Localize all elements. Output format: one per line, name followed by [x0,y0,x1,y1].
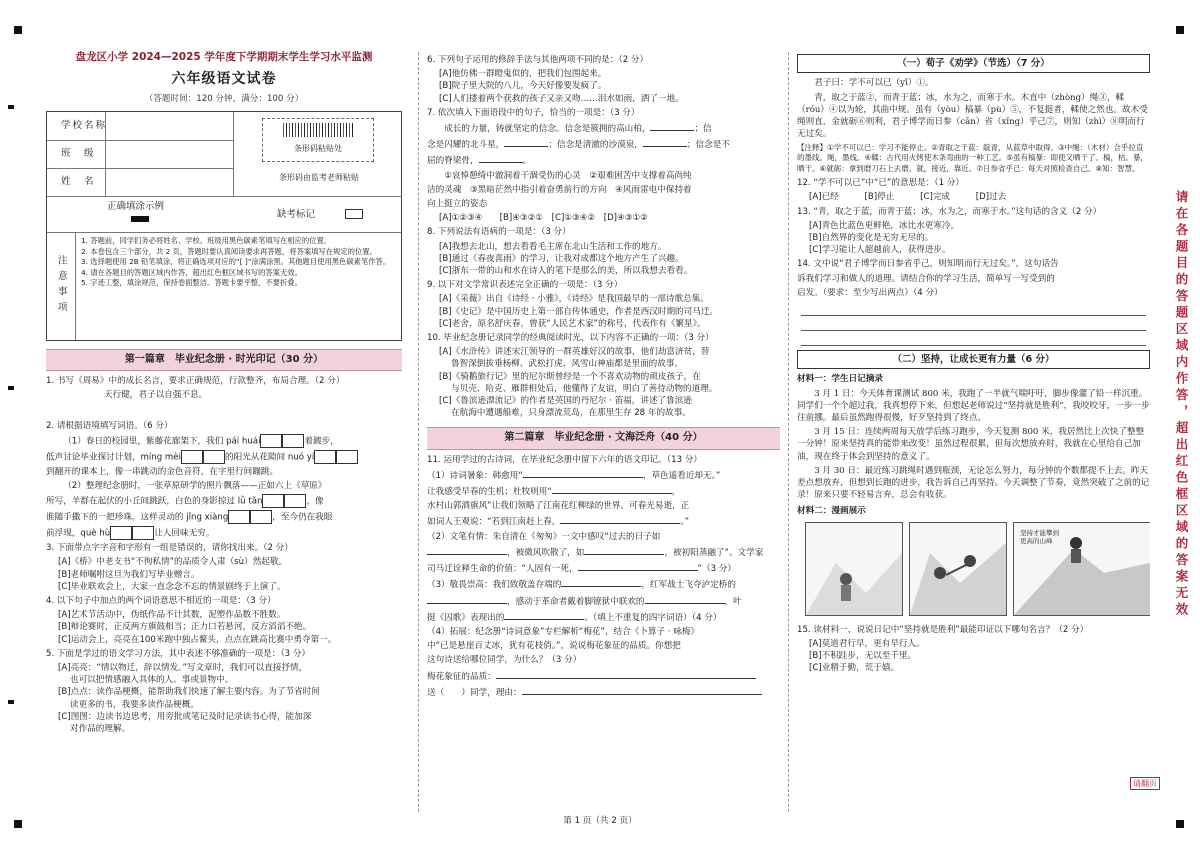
material-2-title: 材料二：漫画展示 [797,506,866,517]
q11-text: ，红军战士飞夺泸定桥的 [641,580,736,591]
q11-text: （3）敬畏崇高：我们致敬盖存端的 [427,580,562,591]
comic-climber-icon [806,523,902,615]
answer-box[interactable] [284,494,306,508]
q4-option-a[interactable]: [A]艺术节活动中，伪纸作品不计其数，泥塑作品数不胜数。 [58,610,286,621]
q2-text: ，像 [306,496,324,507]
answer-blank[interactable] [561,577,641,587]
question-11: 11. 运用学过的古诗词，在毕业纪念册中留下六年的语文印记。（13 分） [427,454,702,465]
notice-label: 注意事项 [47,232,76,340]
answer-area-warning: 请在各题目的答题区域内作答，超出红色框区域的答案无效 [1174,190,1189,619]
q5-option-b-cont: 读更多的书，我要多读作品梗概。 [70,699,199,710]
q10-option-b-cont: 与贝壳、哈克、雁群相处后，他懂得了友谊，明白了善待动物的道理。 [451,383,718,394]
answer-blank[interactable] [584,545,664,555]
answer-line[interactable] [801,316,1146,331]
student-info-box [46,111,402,341]
q12-choices[interactable]: [A]已经 [B]停止 [C]完成 [D]过去 [809,192,1007,203]
section-1-title: （一）荀子《劝学》（节选）（7 分） [797,54,1150,73]
diary-entry-3: 3 月 30 日：最近练习跳绳时遇到瓶颈，无论怎么努力，每分钟的个数都提不上去。昨天差点想放弃，但想到长跑的进步，我告诉自己再坚持。今天调整了节奏，竟然突破了之前的记录！原来只要不轻易言弃，总会有收获。 [797,465,1150,501]
answer-box[interactable] [132,526,154,540]
q2-text: 着踱步， [304,436,339,447]
chapter-1-banner: 第一篇章 毕业纪念册 · 时光印记（30 分） [46,349,402,371]
q9-option-a[interactable]: [A]《采薇》出自《诗经 · 小雅》，《诗经》是我国最早的一部诗歌总集。 [439,294,709,305]
q2-text: 低声讨论毕业探讨计划，míng mèi [46,452,181,463]
answer-box[interactable] [336,450,358,464]
q4-option-c[interactable]: [C]运动会上，亮亮在100米跑中独占鳌头，点点在跳高比赛中勇夺第一。 [58,634,337,645]
answer-blank[interactable] [504,610,584,620]
school-title: 盘龙区小学 2024—2025 学年度下学期期末学生学习水平监测 [75,51,373,63]
column-left [46,44,402,812]
q7-passage [427,121,780,135]
corner-mark-top-left [14,26,22,34]
page-footer: 第 1 页（共 2 页） [563,816,637,826]
q9-option-c[interactable]: [C]老舍，原名舒庆春，曾获“人民艺术家”的称号，代表作有《繁星》。 [439,318,706,329]
q7-text: 屈的脊梁骨， [427,156,479,167]
answer-blank[interactable] [427,545,507,555]
fill-example-row [47,196,401,233]
answer-blank[interactable] [560,514,680,524]
q5-option-a[interactable]: [A]亮亮：“情以物迁，辞以情发。”写文章时，我们可以直接抒情， [58,663,308,674]
q11-plum-quality [427,669,780,683]
q11-part1-end [427,514,780,528]
q11-part2-end [427,561,780,575]
q10-option-a[interactable]: [A]《水浒传》讲述宋江领导的一群英雄好汉的故事，他们劫富济贫，替 [439,347,710,358]
corner-mark-top-right [1176,26,1184,34]
notice-item: 5. 字迹工整，填涂规范，保持卷面整洁。答题卡要平整，不要折叠。 [81,278,302,288]
absent-label: 缺考标记 [277,208,316,220]
q2-text: 让人回味无穷。 [154,528,215,539]
q2-text: 的阳光从花隙间 nuó yí [224,452,315,463]
q11-text: ， [671,487,681,498]
q15-option-a[interactable]: [A]莫道君行早，更有早行人。 [809,638,925,649]
q13-option-c[interactable]: [C]学习能让人超越前人，获得进步。 [809,245,951,256]
q11-text: ，被微风吹散了，如 [507,547,585,558]
answer-blank[interactable] [522,685,762,695]
answer-blank[interactable] [643,137,687,147]
q6-option-c[interactable]: [C]人们搂着两个获救的孩子又亲又吻……泪水如雨，洒了一地。 [439,93,684,104]
q11-text: 送（ ）同学，理由： [427,687,522,698]
answer-blank[interactable] [504,137,548,147]
q11-text: ，被初阳蒸融了”。文学家 [664,547,764,558]
question-2: 2. 请根据语境填写词语。（6 分） [46,420,173,431]
q11-part3-end [427,610,780,624]
fill-example-label: 正确填涂示例 [107,200,165,212]
q13-option-a[interactable]: [A]青色比蓝色更鲜艳，冰比水更寒冷。 [809,220,960,231]
school-row [47,112,233,141]
question-6: 6. 下列句子运用的修辞手法与其他两项不同的是：（2 分） [427,55,649,65]
q11-part4-cont: 中“已是悬崖百丈冰，犹有花枝俏。”，说说梅花象征的品质。你想把 [427,641,681,652]
answer-blank[interactable] [645,594,725,604]
q10-option-c[interactable]: [C]《鲁滨逊漂流记》的作者是英国的丹尼尔 · 笛福，讲述了鲁滨逊 [439,396,692,407]
q9-option-b[interactable]: [B]《史记》是中国历史上第一部自传体通史，作者是西汉时期的司马迁。 [439,306,719,317]
q2-part1 [46,434,402,448]
name-row [47,168,233,197]
answer-box[interactable] [203,450,225,464]
question-5: 5. 下面是学过的语文学习方法，其中表述不够准确的一项是：（3 分） [46,648,311,659]
answer-box[interactable] [282,434,304,448]
section-2-title: （二）坚持，让成长更有力量（6 分） [797,350,1150,369]
registration-mark [8,105,14,109]
column-right [788,52,1150,812]
q7-options-3: 向上挺立的姿态 [427,199,488,210]
question-10: 10. 毕业纪念册记录同学的经典阅读时光，以下内容不正确的一项：（3 分） [427,333,714,344]
school-label: 学校名称 [61,119,108,131]
exam-title: 六年级语文试卷 [171,70,277,87]
q11-part4: （4）拓展：纪念册“诗词意象”专栏解析“梅花”，结合《卜算子 · 咏梅》 [427,626,700,637]
q11-part2-cont [427,545,780,559]
q7-choices[interactable]: [A]①②③④ [B]④③②① [C]①③④② [D]④③①② [439,213,648,224]
comic-helping-icon [910,523,1006,615]
answer-box[interactable] [250,510,272,524]
q11-part2: （2）文笔有情：朱自清在《匆匆》一文中感叹“过去的日子如 [427,531,661,542]
q5-option-c-cont: 对作品的理解。 [70,724,131,735]
q5-option-b[interactable]: [B]点点：读作品梗概，能帮助我们快速了解主要内容。为了节省时间 [58,687,320,698]
answer-box[interactable] [110,526,132,540]
barcode-note: 条形码由监考老师粘贴 [279,172,359,182]
q2-part1-cont [46,450,402,464]
q7-text: ；信念是清澈的沙漠泉， [548,140,643,151]
barcode-icon [283,123,353,137]
q11-text: 梅花象征的品质： [427,671,496,682]
notice-item: 4. 请在各题目的答题区域内作答，超出红色框区域书写的答案无效。 [81,267,302,277]
q7-text: ；信 [694,124,712,135]
diary-entry-2: 3 月 15 日：连续两周每天放学后练习跑步，今天复测 800 米，我居然比上次快了整整一分钟！原来坚持真的能带来改变！虽然过程很累，但每次想放弃时，我就在心里给自己加油，现在终于体会到坚持的意义了。 [797,427,1145,462]
q3-option-c[interactable]: [C]毕业联欢会上，大家一直念念不忘的情景剧终于上演了。 [58,581,286,592]
q2-text: ，至今仍在我眼 [272,512,333,523]
exam-info: （答题时间：120 分钟，满分：100 分） [144,93,304,104]
q2-part2: （2）整理纪念册时，一张草原研学的照片飘落——正如六上《草原》 [63,480,327,491]
barcode-box [262,118,374,162]
q10-option-c-cont: 在航海中遭遇船难，只身漂流荒岛，在那里生存 28 年的故事。 [451,408,691,419]
notice-section [47,232,401,340]
barcode-area [233,112,402,197]
material-1-title: 材料一：学生日记摘录 [797,374,883,385]
q10-option-b[interactable]: [B]《骑鹅旅行记》里的尼尔斯曾经是一个不喜欢动物的顽皮孩子，在 [439,371,701,382]
q4-option-b[interactable]: [B]辩论赛时，正反两方旗鼓相当；正力口若悬河，反方滔滔不绝。 [58,622,312,633]
q11-text: 。” [680,517,690,528]
question-14-cont: 诉我们学习和做人的道理。请结合你的学习生活，简单写一写受到的 [797,273,1055,284]
q11-text: 如词人王观说：“若到江南赶上春， [427,517,561,528]
registration-mark [8,700,14,704]
chapter-2-banner: 第二篇章 毕业纪念册 · 文海泛舟（40 分） [427,427,780,449]
q8-option-a[interactable]: [A]我想去北山，想去看看毛主席在北山生活和工作的地方。 [439,241,667,252]
answer-blank[interactable] [523,468,643,478]
notice-item: 3. 选择题使用 2B 铅笔填涂，将正确选项对应的“[ ]”涂满涂黑。其他题目使用黑色碳素笔作答。 [81,257,391,267]
answer-blank[interactable] [552,484,672,494]
question-8: 8. 下列说法有语病的一项是：（3 分） [427,227,571,238]
q2-part2-cont2 [46,510,402,524]
diary-entry-1: 3 月 1 日：今天体育课测试 800 米，我跑了一半就气喘吁吁，脚步像灌了铅一样沉重。同学们一个个超过我，我真想停下来，但想起老师说过“坚持就是胜利”，我咬咬牙，一步一步往前挪。最后虽然跑得很慢，好歹坚持到了终点。 [797,388,1150,424]
q2-text: （1）春日的校园里，紫藤花廊架下，我们 pái huái [63,436,261,447]
q11-text: ，叶 [724,596,742,607]
fill-sample-icon [131,216,149,222]
comic-strip [805,522,1142,620]
q11-text: ，草色遥看近却无。” [642,470,721,481]
q11-part3 [427,577,780,591]
q2-text: 谁随手撒下的一把珍珠。这样灵动的 jǐng xiàng [46,512,229,523]
q7-text: ；信念是不 [686,140,730,151]
question-14: 14. 文中说“君子博学而日参省乎己，则知明而行无过矣。”，这句话告 [797,259,1059,270]
answer-box[interactable] [228,510,250,524]
q5-option-a-cont: 也可以把情感融入具体的人、事或景物中。 [70,675,234,686]
q5-option-c[interactable]: [C]图图：边读书边思考，用旁批或笔记及时记录读书心得，能加深 [58,711,312,722]
column-middle [418,52,780,812]
q6-option-a[interactable]: [A]他仿佛一群瞪鬼似的，把我们包围起来。 [439,69,607,80]
q7-options-2: 洁的灵魂 ③黑暗茫然中指引着奋勇前行的方向 ④风雨雷电中保持着 [427,184,692,195]
q10-option-a-cont: 鲁智深倒拔垂杨柳、武松打虎、风雪山神庙都是里面的故事。 [451,359,684,370]
classical-text-1: 君子曰：学不可以已（yǐ）①。 [814,78,934,89]
q11-part1-cont [427,484,780,498]
name-label: 姓 名 [61,175,96,187]
answer-blank[interactable] [496,669,756,679]
q7-options: ①哀悼憩绮中澈洞着干涸受伤的心灵 ②艰难困苦中支撑着高尚纯 [444,170,692,181]
q11-text: 。（填上不重复的四字词语）（4 分） [584,612,722,623]
q15-option-c[interactable]: [C]业精于勤，荒于嬉。 [809,663,900,674]
q3-option-a[interactable]: [A]《桥》中老支书“不徇私情”的品质令人肃（sù）然起敬。 [58,557,288,568]
question-15: 15. 读材料一，说说日记中“坚持就是胜利”最能印证以下哪句名言？（2 分） [797,624,1089,635]
q2-text: 前浮现，què hù [46,528,111,539]
q11-text: ，感动于革命者戴着脚镣狱中联欢的 [507,596,645,607]
q8-option-b[interactable]: [B]通过《春夜喜雨》的学习，让我对成都这个地方产生了兴趣。 [439,253,684,264]
q7-text: 。 [522,156,532,167]
q11-part1-cont2: 水村山郭酒旗风”让我们领略了江南花红柳绿的世界。可春光易逝，正 [427,501,690,512]
question-3: 3. 下面带点字字音和字形有一组是错误的，请你找出来。（2 分） [46,543,293,554]
q11-recipient [427,685,780,699]
q11-part1 [427,468,780,482]
q1-writing-area[interactable] [46,402,402,418]
barcode-label: 条形码粘贴处 [294,143,342,153]
q2-text: 所写，羊群在起伏的小丘间跳跃，白色的身影掠过 lǜ tǎn [46,496,263,507]
q2-part2-cont [46,494,402,508]
answer-blank[interactable] [650,121,694,131]
answer-box[interactable] [314,450,336,464]
question-1: 1. 书写《周易》中的成长名言，要求正确规范，行款整齐，布局合理。（2 分） [46,376,345,387]
q7-passage-2 [427,137,780,151]
registration-mark [8,386,14,390]
answer-line[interactable] [801,331,1146,346]
turn-page-label: 请翻页 [1130,777,1160,790]
name-field[interactable] [105,168,233,196]
q1-quote: 天行健，君子以自强不息。 [104,390,208,401]
q15-option-b[interactable]: [B]不积跬步，无以至千里。 [809,651,917,662]
q7-text: 成长的力量，铸就坚定的信念。信念是簇拥的高山柏， [444,124,651,135]
q8-option-c[interactable]: [C]浙东一带的山和水在诗人的笔下是那么的美，所以我想去看看。 [439,266,693,277]
class-row [47,140,233,169]
classical-notes: 【注释】①学不可以已：学习不能停止。②青取之于蓝：靛青，从蓝草中取得。③中绳：（木材）合乎拉直的墨线。绳，墨线。④輮：古代用火烤使木条弯曲的一种工艺。⑤虽有槁暴：即使又晒干了。槁，枯。暴，晒干。⑥就砺：拿到磨刀石上去磨。就，接近，靠近。⑦日参省乎己：每天对照检查自己。⑧知：智慧。 [797,142,1148,174]
answer-box[interactable] [260,434,282,448]
absent-checkbox[interactable] [345,209,363,219]
q11-part4-cont2: 这句诗送给哪位同学，为什么？（3 分） [427,655,582,666]
answer-blank[interactable] [479,153,523,163]
q7-text: 念是闪耀的北斗星， [427,140,505,151]
comic-panel-1 [805,522,903,616]
answer-box[interactable] [181,450,203,464]
answer-blank[interactable] [427,594,507,604]
notice-item: 1. 答题前，同学们务必将姓名、学校、班级用黑色碳素笔填写在相应的位置。 [81,235,332,245]
question-9: 9. 以下对文学常识表述完全正确的一项是：（3 分） [427,280,623,291]
q11-text: （1）诗词暑象：韩愈用“ [427,470,523,481]
q13-option-b[interactable]: [B]自然界的变化是无穷无尽的。 [809,232,934,243]
class-field[interactable] [105,140,233,168]
question-4: 4. 以下句子中加点的两个词语意思不相近的一项是：（3 分） [46,596,276,606]
school-field[interactable] [105,112,233,140]
answer-blank[interactable] [578,561,698,571]
q6-option-b[interactable]: [B]院子里大院的八儿，今天好像要发疯了。 [439,81,607,92]
comic-panel-2 [909,522,1007,616]
question-14-end: 启发。（要求：至少写出两点）（4 分） [797,287,943,298]
q2-part2-end [46,526,402,540]
q11-text: ”（3 分） [697,564,736,575]
comic-panel-3 [1013,522,1150,616]
notice-item: 2. 本卷包含三个部分，共 2 页，答题时要认真阅读要求再答题，将答案填写在规定的位置。 [81,246,377,256]
notice-list [81,236,397,289]
answer-line[interactable] [801,301,1146,316]
q3-option-b[interactable]: [B]老师嘱咐这旦为我们写毕业赠言。 [58,569,200,580]
q11-text: 让我感受早春的生机；杜牧则用“ [427,487,552,498]
question-13: 13. “青，取之于蓝，而青于蓝；冰，水为之，而寒于水。”这句话的含义（2 分） [797,206,1102,217]
question-7: 7. 依次填入下面语段中的句子，恰当的一项是：（3 分） [427,107,640,118]
comic-caption: 坚持才能攀到更高的山峰 [1020,528,1059,546]
q2-part1-end: 到翻开的课本上，像一串跳动的金色音符，在字里行间蹦跳。 [46,466,279,477]
q7-passage-3 [427,153,780,167]
class-label: 班 级 [61,147,96,159]
classical-text-2: 青，取之于蓝②，而青于蓝；冰，水为之，而寒于水。木直中（zhòng）绳③，輮（róu）④以为轮，其曲中规。虽有（yòu）槁暴（pù）⑤，不复挺者，輮使之然也。故木受绳则直，金就砺⑥则利，君子博学而日参（cān）省（xǐng）乎己⑦，则知（zhì）⑧明而行无过矣。 [797,92,1148,140]
answer-box[interactable] [262,494,284,508]
q11-text: 挺《囚歌》表现出的 [427,612,505,623]
q11-text: 司马迁诠释生命的价值：“人固有一死， [427,564,578,575]
q11-part3-cont [427,594,780,608]
question-12: 12. “学不可以已”中“已”的意思是：（1 分） [797,178,965,189]
